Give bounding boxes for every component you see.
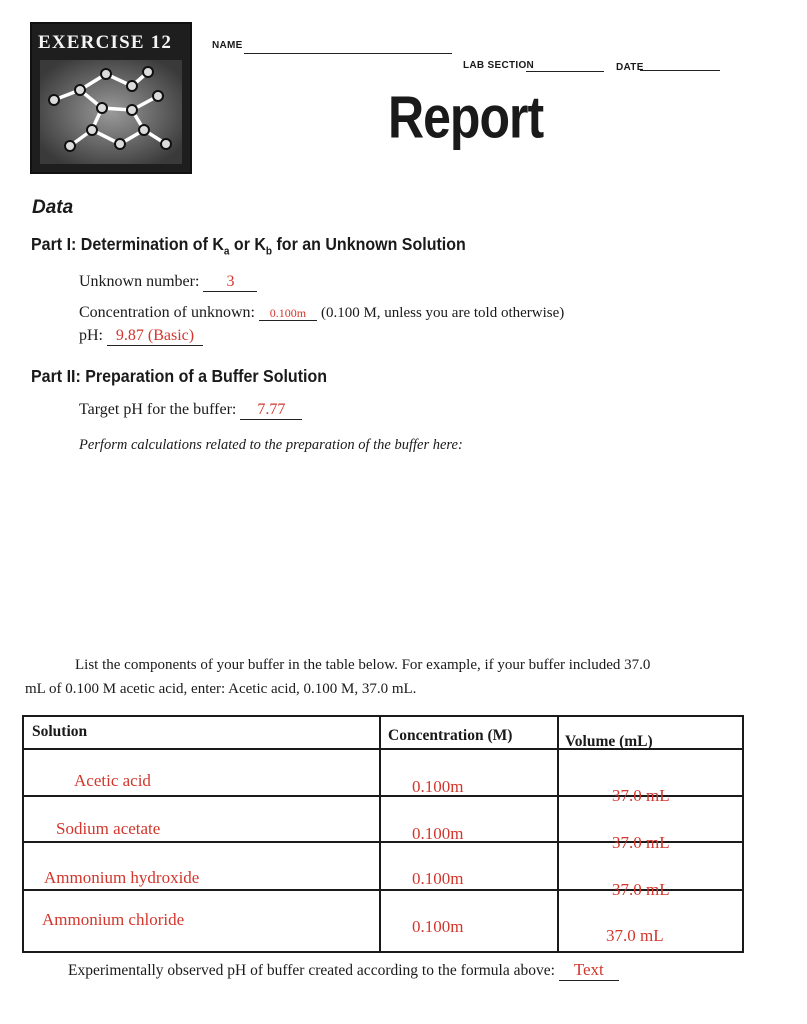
buffer-components-table xyxy=(22,715,744,953)
header-concentration: Concentration (M) xyxy=(388,727,513,744)
table-border-left xyxy=(22,715,24,953)
page-title: Report xyxy=(388,84,544,151)
exercise-badge xyxy=(30,22,192,174)
observed-ph-field[interactable]: Text xyxy=(559,961,619,981)
unknown-number-row xyxy=(79,273,257,292)
cell-concentration-4[interactable]: 0.100m xyxy=(412,917,464,936)
cell-volume-3[interactable]: 37.0 mL xyxy=(612,880,670,899)
concentration-field[interactable]: 0.100m xyxy=(259,307,317,321)
target-ph-label: Target pH for the buffer: xyxy=(79,401,237,418)
instructions-line-1: List the components of your buffer in the table below. For example, if your buffer included 37.0 xyxy=(75,657,651,673)
cell-solution-1[interactable]: Acetic acid xyxy=(74,771,151,790)
part1-heading-text: Part I: Determination of K xyxy=(31,236,224,255)
data-heading: Data xyxy=(32,197,74,218)
instructions-line-2: mL of 0.100 M acetic acid, enter: Acetic acid, 0.100 M, 37.0 mL. xyxy=(25,681,417,697)
part1-heading xyxy=(31,236,466,258)
cell-concentration-2[interactable]: 0.100m xyxy=(412,824,464,843)
unknown-number-field[interactable]: 3 xyxy=(203,273,257,292)
concentration-row xyxy=(79,304,564,322)
molecule-network-icon xyxy=(40,60,182,164)
table-column-divider xyxy=(379,715,381,953)
cell-volume-2[interactable]: 37.0 mL xyxy=(612,833,670,852)
target-ph-field[interactable]: 7.77 xyxy=(240,401,302,420)
cell-concentration-1[interactable]: 0.100m xyxy=(412,777,464,796)
cell-volume-4[interactable]: 37.0 mL xyxy=(606,926,664,945)
table-border-bottom xyxy=(22,951,744,953)
table-column-divider xyxy=(557,715,559,953)
part2-heading: Part II: Preparation of a Buffer Solution xyxy=(31,368,328,387)
date-label: DATE xyxy=(616,62,644,73)
concentration-note: (0.100 M, unless you are told otherwise) xyxy=(320,305,565,321)
name-field[interactable] xyxy=(244,53,452,54)
target-ph-row xyxy=(79,401,302,420)
cell-solution-3[interactable]: Ammonium hydroxide xyxy=(44,868,200,887)
lab-section-label: LAB SECTION xyxy=(463,60,535,71)
name-label: NAME xyxy=(212,40,243,51)
part1-heading-or: or K xyxy=(229,236,266,255)
cell-volume-1[interactable]: 37.0 mL xyxy=(612,786,670,805)
observed-ph-row xyxy=(68,961,619,981)
calculation-prompt: Perform calculations related to the preparation of the buffer here: xyxy=(79,437,463,453)
ph-field[interactable]: 9.87 (Basic) xyxy=(107,327,203,346)
table-border-top xyxy=(22,715,744,717)
cell-solution-4[interactable]: Ammonium chloride xyxy=(42,910,185,929)
concentration-label: Concentration of unknown: xyxy=(79,304,255,321)
ph-row xyxy=(79,327,203,346)
part1-heading-rest: for an Unknown Solution xyxy=(272,236,466,255)
header-volume: Volume (mL) xyxy=(565,733,653,750)
header-solution: Solution xyxy=(32,723,88,740)
unknown-number-label: Unknown number: xyxy=(79,273,200,290)
part1-heading-sub-b: b xyxy=(265,245,273,258)
ph-label: pH: xyxy=(79,327,103,344)
cell-solution-2[interactable]: Sodium acetate xyxy=(56,819,161,838)
date-field[interactable] xyxy=(640,70,720,71)
calculation-area[interactable] xyxy=(79,465,739,645)
cell-concentration-3[interactable]: 0.100m xyxy=(412,869,464,888)
lab-section-field[interactable] xyxy=(526,71,604,72)
part1-heading-sub-a: a xyxy=(223,245,230,258)
table-border-right xyxy=(742,715,744,953)
exercise-title: EXERCISE 12 xyxy=(38,32,173,53)
observed-ph-label: Experimentally observed pH of buffer created according to the formula above: xyxy=(68,962,555,979)
